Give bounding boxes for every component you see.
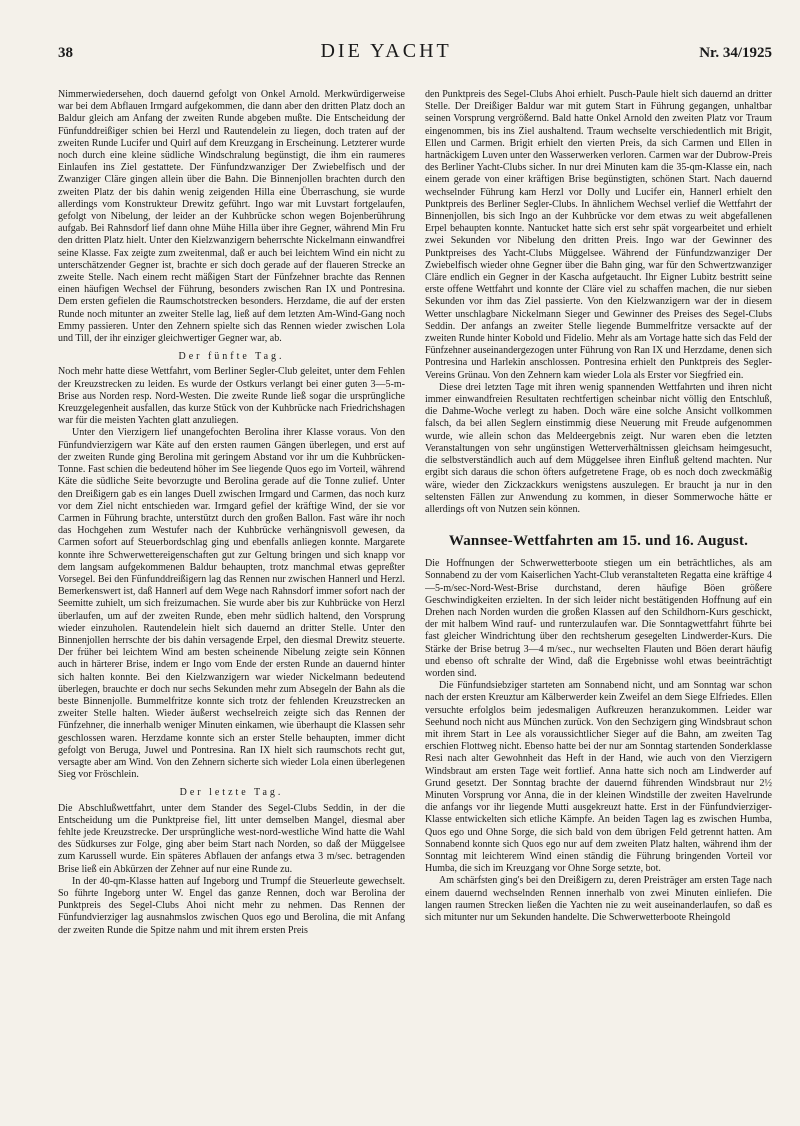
left-column: [58, 89, 405, 937]
paragraph: Die Abschlußwettfahrt, unter dem Stander des Segel-Clubs Seddin, in der die Entscheidung um die Punktpreise fiel, litt unter demselben Mangel, diesmal aber fehlte jede Kreuzstrecke. Der ursprüngliche west-nord-westliche Wind hatte die Wahl des Südkurses zur Folge, ging aber beim Start nach Norden, so daß der Müggelsee zum Karussell wurde. Ein späteres Abflauen der anfangs etwa 3 m/sec. betragenden Brise ließ ein Abkürzen der Zehner auf nur eine Runde zu.: [58, 802, 405, 875]
article-headline: Wannsee-Wettfahrten am 15. und 16. August.: [448, 533, 749, 550]
section-subheading: Der letzte Tag.: [179, 787, 284, 799]
paragraph: Diese drei letzten Tage mit ihren wenig spannenden Wettfahrten und ihren nicht immer einwandfreien Resultaten rechtfertigen scheinbar nicht völlig den Entschluß, die Dahme-Woche verlegt zu haben. Doch wäre eine solche Ansicht vollkommen falsch, da bei allen Seglern einstimmig diese Neuerung mit Freude aufgenommen wurde, wie allein schon das Meldeergebnis zeigt. Nur waren eben die letzten Veranstaltungen von sehr ungünstigen Wetterverhältnissen gleichsam heimgesucht, die selbstverständlich auch auf dem Müggelsee ihren Einfluß geltend machten. Nur ergibt sich daraus die schon öfters aufgetretene Frage, ob es noch doch zweckmäßig wäre, wieder den Zickzackkurs wenigstens auszulegen. Er braucht ja nur in den seltensten Fällen zur Anwendung zu kommen, in dieser Sommerwoche hätte er allerdings oft von Nutzen sein können.: [425, 381, 772, 515]
paragraph: Nimmerwiedersehen, doch dauernd gefolgt von Onkel Arnold. Merkwürdigerweise war bei dem Abflauen Irmgard aufgekommen, die dann aber den dritten Platz doch an Baldur gleich am Anfang der zweiten Runde abgeben mußte. Die Entscheidung der Fünfunddreißiger schien bei Herzl und Rautendelein zu liegen, doch traten auf der zweiten Runde Lucifer und Quirl auf dem Kreuzgang in Erscheinung. Letzterer wurde noch durch eine kleine südliche Windschralung begünstigt, die ihm ein raumeres Einlaufen ins Ziel gestattete. Der Fünfundzwanziger Der Zwiebelfisch und der Zwanziger Cläre gingen allein über die Bahn. Die Binnenjollen brachten durch den zweiten Platz der bis dahin wenig zeigenden Hilla eine Überraschung, sie wurde allerdings vom Konstrukteur Drewitz geführt. Ingo war mit Luvstart fortgelaufen, gefolgt von Nibelung, der leider an der Kuhbrücke schon wegen Bojenberührung aufgab. Bei Rahnsdorf lief dann ohne Mühe Hilla über ihre Gegner, während Min Fru den dritten Platz hielt. Unter den Kielzwanzigern beherrschte Nickelmann einwandfrei seine Klasse. Fax zeigte zum zweitenmal, daß er auch bei leichtem Wind ein nicht zu unterschätzender Gegner ist, brachte er sich doch gerade auf der flaueren Strecke an zweite Stelle. Nach einem recht mäßigen Start der Fünfzehner brachte das Rennen einen häufigen Wechsel der Führung, besonders zwischen Ran IX und Pontresina. Dem ersten gefielen die Raumschotstrecken besonders. Herzdame, die auf der ersten Runde noch mitunter an zweiter Stelle lag, ließ auf dem letzten Am-Wind-Gang noch Emmy passieren. Unter den Zehnern spielte sich das Rennen wieder zwischen Lola und Till, der ihr einziger gleichwertiger Gegner war, ab.: [58, 89, 405, 345]
paragraph: Die Fünfundsiebziger starteten am Sonnabend nicht, und am Sonntag war schon nach der ersten Kreuztur am Kälberwerder kein Zweifel an dem Siege Elfriedes. Ellen versuchte erfolglos beim jedesmaligen Aufkreuzen heranzukommen. Leider war Seehund noch nicht aus München zurück. Von den Sechzigern ging Windsbraut schon mit ihrem Start in Lee als voraussichtlicher Sieger auf die Bahn, am zweiten Tag erschien Flottweg nicht. Ebenso hatte bei der nur am Sonntag startenden Sonderklasse Resi nach alter Gewohnheit das Heft in der Hand, wie auch von den Vierzigern Windsbraut am ersten Tage weit fortlief. Anna hatte sich noch am Lindwerder auf Grund gesetzt. Der Sonntag brachte der dauernd führenden Windsbraut nur 2½ Minuten Vorsprung vor Anna, die in der kleinen Windstille der zweiten Havelrunde die anfangs vor ihr liegende Mutti ausgekreuzt hatte. Erst in der Fünfundvierziger-Klasse entwickelten sich etliche Kämpfe. An beiden Tagen lag es zwischen Humba, Quos ego und Ohne Sorge, die sich bald von dem übrigen Feld getrennt hatten. Am Sonnabend konnte sich Quos ego nur auf dem zweiten Platz halten, während ihm der Sonntag mit leichterem Wind einen ständig die Führung bringenden Vorteil vor Humba, die sich im Kreuzgang vor Ohne Sorge setzte, bot.: [425, 680, 772, 875]
paragraph: Am schärfsten ging's bei den Dreißigern zu, deren Preisträger am ersten Tage nach einem dauernd wechselnden Rennen innerhalb von zwei Minuten einliefen. Die langen raumen Strecken ließen die Yachten nie zu weit auseinanderlaufen, so daß es sich mitunter nur um Sekunden handelte. Die Schwerwetterboote Rheingold: [425, 875, 772, 923]
paragraph: Unter den Vierzigern lief unangefochten Berolina ihrer Klasse voraus. Von den Fünfundvierzigern war Käte auf den ersten raumen Gängen überlegen, und erst auf der zweiten Runde ging Berolina mit geringem Abstand vor ihr um die Kuhbrücken-Tonne. Fast schien die bedeutend höher im See liegende Quos ego im Vorteil, während Käte die südliche Seite bevorzugte und Berolina gerade auf die Tonne zulief. Unter den Dreißigern gab es ein langes Duell zwischen Irmgard und Carmen, das noch kurz vor dem Ziel nicht entschieden war. Irmgard gefiel der kräftige Wind, der sie vor Carmen in Führung brachte, unterstützt durch den großen Ballon. Fast wäre ihr noch das Hochgehen zum Westufer nach der Kuhbrücke verhängnisvoll gewesen, da Carmen sofort auf Steuerbordschlag ging und ebenfalls anliegen konnte. Margarete konnte ihre Schwerwettereigenschaften gut zur Geltung bringen und sich knapp vor dem langsam aufgekommenen Baldur behaupten, trotz manchmal etwas gepreßter Vorsegel. Bei den Fünfunddreißigern lag das Rennen nur zwischen Hannerl und Herzl. Bemerkenswert ist, daß Hannerl auf dem Wege nach Rahnsdorf immer sofort nach der Seemitte zuhielt, um sich freizumachen. Sie wurde aber bis zur Kuhbrücke von Herzl überlaufen, um auf der zweiten Runde, eben mehr südlich haltend, den Vorsprung wieder einzuholen. Rautendelein hielt sich dauernd an dritter Stelle. Unter den Binnenjollen herrschte der bis dahin versagende Erpel, den diesmal Drewitz steuerte. Der früher bei leichtem Wind am besten scheinende Nibelung zeigte sein Können auch in härterer Brise, indem er Ingo vom Ende der ersten Runde an dauernd hinter sich halten konnte. Bei den Kielzwanzigern war wieder Nickelmann bedeutend überlegen, brauchte er doch nur sechs Sekunden mehr zum Absegeln der Bahn als die beste Binnenjolle. Bummelfritze konnte sich trotz der fehlenden Kreuzstrecken an zweiter Stelle halten. Wieder äußerst wechselreich zeigte sich das Rennen der Fünfzehner, die innerhalb weniger Minuten einkamen, wie überhaupt die Klassen sehr geschlossen waren. Herzdame konnte sich an erster Stelle behaupten, immer dicht gefolgt von Beruga, Juwel und Pontresina. Ran IX hielt sich raumschots recht gut, versagte aber am Wind. Von den Zehnern sicherte sich wieder Lola einen überlegenen Sieg vor Fröschlein.: [58, 427, 405, 781]
paragraph: Noch mehr hatte diese Wettfahrt, vom Berliner Segler-Club geleitet, unter dem Fehlen der Kreuzstrecken zu leiden. Es wurde der Ostkurs verlangt bei einer guten 3—5-m-Brise aus Norden resp. Nord-Westen. Die zweite Runde ließ sogar die ursprüngliche Kreuzgelegenheit ausfallen, das kurze Stück von der Kuhbrücke nach Friedrichshagen war für die meisten Yachten glatt anzuliegen.: [58, 366, 405, 427]
magazine-title: DIE YACHT: [320, 40, 452, 62]
article-columns: [58, 89, 772, 937]
page-number: 38: [58, 45, 73, 61]
page-header: [58, 40, 772, 63]
paragraph: In der 40-qm-Klasse hatten auf Ingeborg und Trumpf die Steuerleute gewechselt. So führte Ingeborg unter W. Engel das ganze Rennen, doch war Berolina der Punktpreis des Segel-Clubs Ahoi nicht mehr zu nehmen. Das Rennen der Fünfundvierziger lag ausnahmslos zwischen Quos ego und Berolina, die mit Anfang der zweiten Runde die Spitze nahm und mit ihrem ersten Preis: [58, 875, 405, 936]
issue-number: Nr. 34/1925: [699, 45, 772, 61]
section-subheading: Der fünfte Tag.: [178, 351, 285, 363]
paragraph: den Punktpreis des Segel-Clubs Ahoi erhielt. Pusch-Paule hielt sich dauernd an dritter Stelle. Der Dreißiger Baldur war mit gutem Start in Führung gegangen, unhaltbar seinen Vorsprung vergrößernd. Bald hatte Onkel Arnold den zweiten Platz vor Traum eingenommen, bis ins Ziel aushaltend. Traum wechselte verschiedentlich mit Brigit, Ellen und Carmen. Brigit erhielt den vierten Preis, da sich Carmen und Ellen in hartnäckigem Luven unter den Wasserwerken verloren. Carmen war der Dubrow-Preis des Berliner Yacht-Clubs sicher. In nur drei Minuten kam die 35-qm-Klasse ein, nach einem gerade von einer kräftigen Brise begünstigten, schönen Start. Nach dauernd wechselnder Führung kam Herzl vor Dolly und Lucifer ein, Hannerl erhielt den Punktpreis des Berliner Segler-Clubs. In ähnlichem Wechsel verlief die Wettfahrt der Binnenjollen, bis sich Ingo an der Kuhbrücke vor dem etwas zu weit abgefallenen Erpel behaupten konnte. Nantucket hatte sich erst sehr spät vorgearbeitet und erhielt zwei Sekunden vor Nibelung den dritten Preis. Ingo war der Gewinner des Punktpreises des Yacht-Clubs Müggelsee. Während der Fünfundzwanziger Der Zwiebelfisch wieder ohne Gegner über die Bahn ging, war für den Schwertzwanziger Cläre endlich ein Gegner in der Kascha aufgetaucht. Ihr Eigner Lubitz bestritt seine erste offene Wettfahrt und konnte der Cläre viel zu schaffen machen, die nur sieben Sekunden vor ihm das Ziel passierte. Von den Kielzwanzigern war der in diesem Wetter unschlagbare Nickelmann Sieger und Gewinner des Preises des Segel-Clubs Seddin. Der anfangs an zweiter Stelle liegende Bummelfritze versackte auf der zweiten Runde hinter Kobold und Fidelio. Mehr als am Vortage hatte sich das Feld der Fünfzehner auseinandergezogen unter Führung von Ran IX und Herzdame, denen sich Pontresina und Harlekin anschlossen. Pontresina erhielt den Punktpreis des Segler-Vereins Grünau. Von den Zehnern kam wieder Lola als Erster vor Siegfried ein.: [425, 89, 772, 381]
paragraph: Die Hoffnungen der Schwerwetterboote stiegen um ein beträchtliches, als am Sonnabend zu der vom Kaiserlichen Yacht-Club veranstalteten Regatta eine kräftige 4—5-m/sec-Nord-West-Brise durchstand, deren häufige Böen größere Geschwindigkeiten erzielten. In der sich leider nicht bestätigenden Hoffnung auf ein Drehen nach Norden wurden die großen Klassen auf den Schildhorn-Kurs geschickt, der mit halbem Wind rauf- und runterzulaufen war. Die Sonntagwettfahrt führte bei fast gleicher Windrichtung über den rechtsherum gesegelten Lindwerder-Kurs. Die Stärke der Brise betrug 3—4 m/sec., nur wechselten Flauten und Böen derart häufig und ebenso oft schralte der Wind, daß die Ergebnisse wohl etwas beeinträchtigt worden sind.: [425, 558, 772, 679]
right-column: [425, 89, 772, 937]
